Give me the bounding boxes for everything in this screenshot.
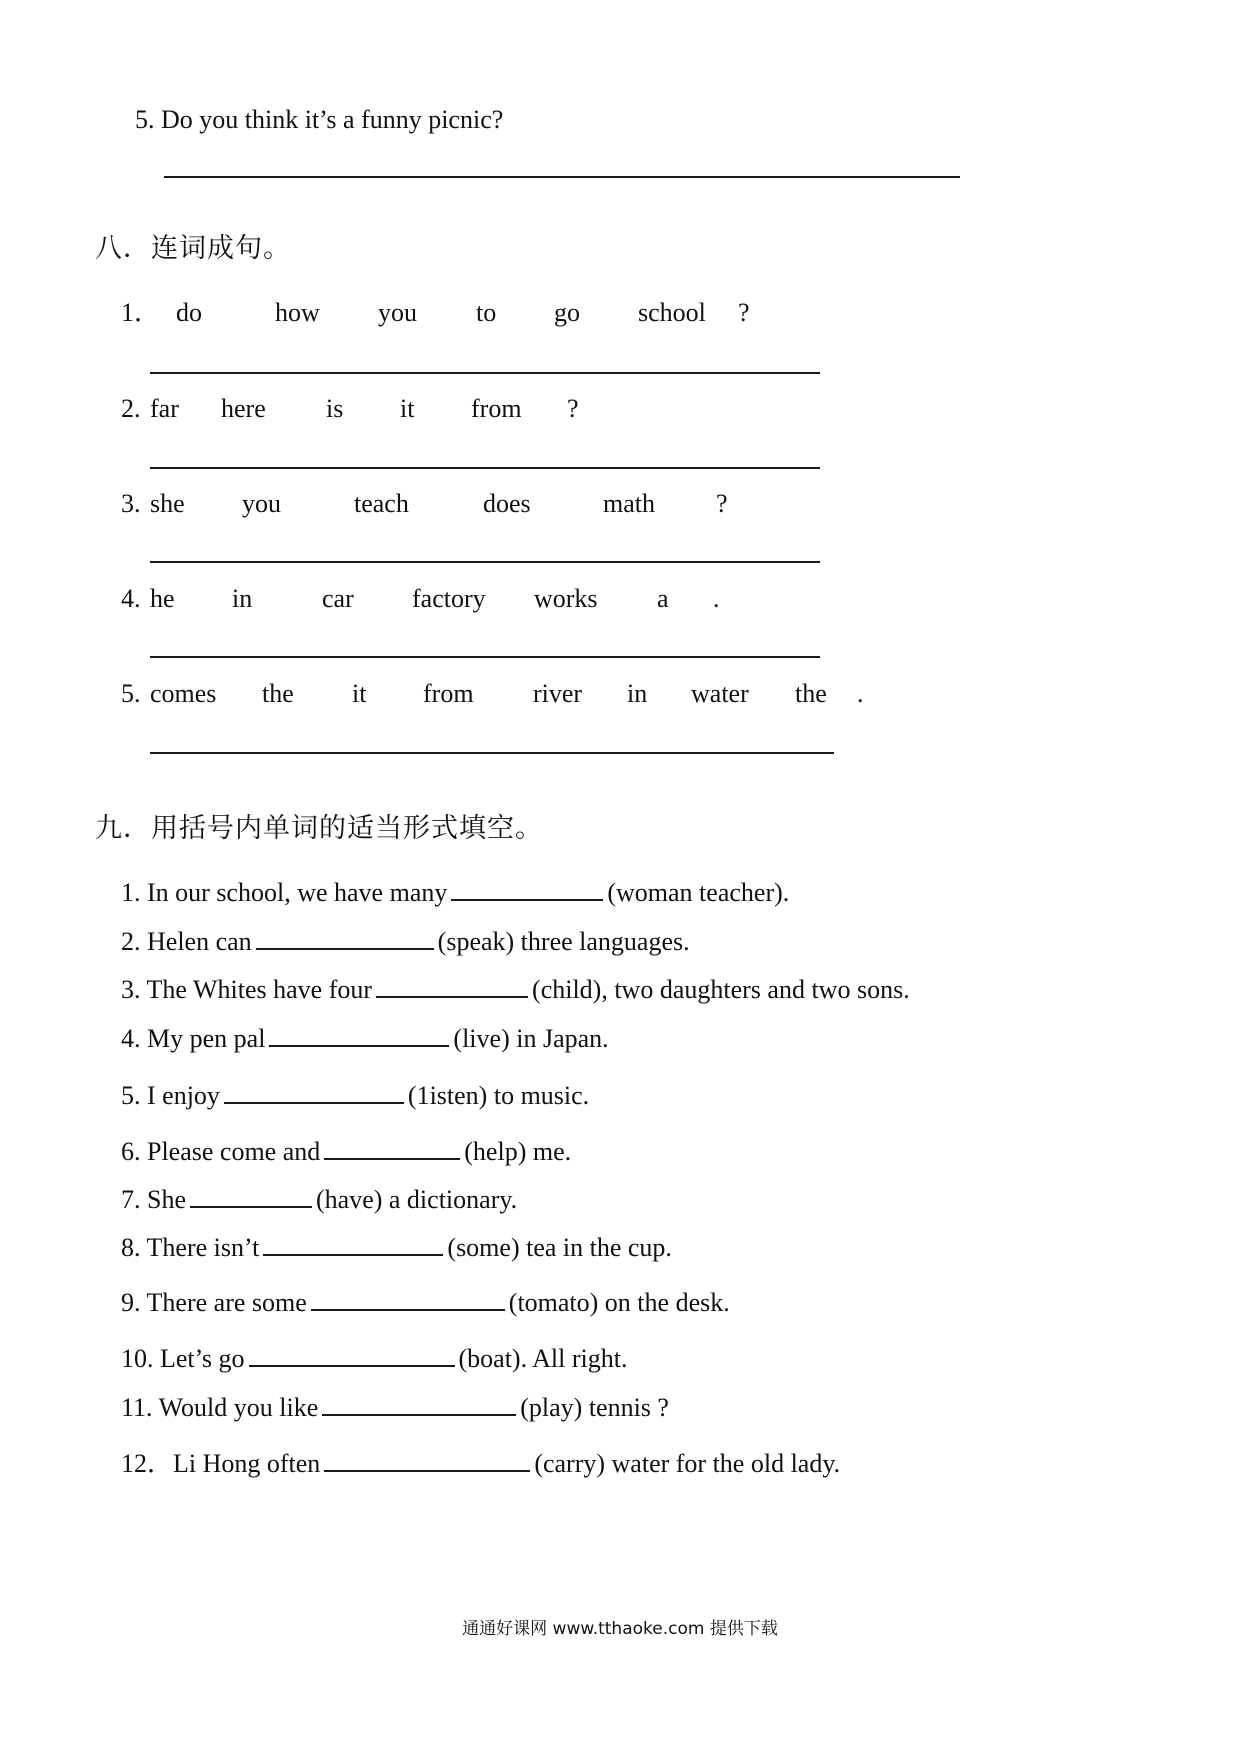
fill-blank-item: [121, 1078, 589, 1112]
item-number: 3.: [121, 489, 141, 518]
item-text-before: 6. Please come and: [121, 1137, 321, 1166]
answer-line: [150, 467, 820, 469]
scrambled-word: ?: [738, 298, 750, 327]
answer-blank: [190, 1182, 312, 1208]
item-text-after: (live) in Japan.: [453, 1024, 609, 1053]
fill-blank-item: [121, 1341, 627, 1375]
footer-text: 通通好课网 www.tthaoke.com 提供下载: [462, 1619, 778, 1639]
fill-blank-item: [121, 1182, 517, 1216]
scrambled-word: .: [713, 584, 720, 613]
scrambled-word: works: [534, 584, 598, 613]
item-text-before: 5. I enjoy: [121, 1081, 220, 1110]
scrambled-word: a: [657, 584, 669, 613]
item-text-before: 7. She: [121, 1185, 186, 1214]
fill-blank-item: [121, 972, 910, 1006]
scrambled-word: teach: [354, 489, 409, 518]
scrambled-word: it: [352, 679, 367, 708]
item-text-after: (have) a dictionary.: [316, 1185, 518, 1214]
item-number: 4.: [121, 584, 141, 613]
scrambled-word: factory: [412, 584, 486, 613]
answer-blank: [256, 924, 434, 950]
fill-blank-item: [121, 1230, 672, 1264]
item-number: 1．: [121, 298, 161, 327]
scrambled-word: from: [423, 679, 474, 708]
item-text-after: (play) tennis ?: [520, 1393, 669, 1422]
answer-line: [150, 561, 820, 563]
item-text-before: 3. The Whites have four: [121, 975, 373, 1004]
answer-blank: [324, 1134, 460, 1160]
scrambled-word: math: [603, 489, 655, 518]
answer-blank: [376, 972, 528, 998]
fill-blank-item: [121, 1285, 730, 1319]
scrambled-word: .: [857, 679, 864, 708]
scrambled-word: the: [795, 679, 827, 708]
item-text-after: (some) tea in the cup.: [447, 1233, 672, 1262]
fill-blank-item: [121, 1134, 571, 1168]
scrambled-word: comes: [150, 679, 217, 708]
item-text-before: 1. In our school, we have many: [121, 878, 448, 907]
item-text-before: 12．Li Hong often: [121, 1449, 321, 1478]
answer-line: [150, 372, 820, 374]
item-text-after: (woman teacher).: [607, 878, 790, 907]
fill-blank-item: [121, 924, 690, 958]
answer-blank: [322, 1390, 516, 1416]
answer-blank: [451, 875, 603, 901]
scrambled-word: go: [554, 298, 580, 327]
scrambled-word: far: [150, 394, 179, 423]
scrambled-word: school: [638, 298, 706, 327]
scrambled-word: he: [150, 584, 175, 613]
answer-blank: [324, 1446, 530, 1472]
answer-blank: [263, 1230, 443, 1256]
fill-blank-item: [121, 1390, 669, 1424]
answer-blank: [249, 1341, 455, 1367]
section-8-title: 八．连词成句。: [95, 233, 291, 264]
item-text-after: (carry) water for the old lady.: [534, 1449, 841, 1478]
scrambled-word: ?: [567, 394, 579, 423]
item-text-after: (tomato) on the desk.: [508, 1288, 730, 1317]
item-text-before: 8. There isn’t: [121, 1233, 260, 1262]
answer-blank: [269, 1021, 449, 1047]
scrambled-word: does: [483, 489, 531, 518]
scrambled-word: water: [691, 679, 749, 708]
scrambled-word: ?: [716, 489, 728, 518]
scrambled-word: she: [150, 489, 185, 518]
scrambled-word: to: [476, 298, 497, 327]
scrambled-word: you: [242, 489, 281, 518]
item-number: 2.: [121, 394, 141, 423]
item-text-after: (boat). All right.: [458, 1344, 628, 1373]
scrambled-word: do: [176, 298, 202, 327]
item-text-before: 10. Let’s go: [121, 1344, 245, 1373]
item-text-after: (child), two daughters and two sons.: [532, 975, 910, 1004]
scrambled-word: in: [627, 679, 648, 708]
question-7-5-text: 5. Do you think it’s a funny picnic?: [135, 105, 504, 134]
item-text-before: 2. Helen can: [121, 927, 252, 956]
scrambled-word: from: [471, 394, 522, 423]
answer-blank: [224, 1078, 404, 1104]
fill-blank-item: [121, 1446, 840, 1480]
scrambled-word: the: [262, 679, 294, 708]
answer-line: [164, 176, 960, 178]
fill-blank-item: [121, 875, 789, 909]
scrambled-word: car: [322, 584, 354, 613]
item-text-after: (1isten) to music.: [407, 1081, 590, 1110]
answer-blank: [311, 1285, 505, 1311]
section-9-title: 九．用括号内单词的适当形式填空。: [95, 813, 543, 844]
scrambled-word: river: [533, 679, 583, 708]
answer-line: [150, 752, 834, 754]
item-text-after: (help) me.: [464, 1137, 572, 1166]
scrambled-word: here: [221, 394, 266, 423]
item-text-before: 11. Would you like: [121, 1393, 319, 1422]
item-number: 5.: [121, 679, 141, 708]
scrambled-word: how: [275, 298, 320, 327]
scrambled-word: in: [232, 584, 253, 613]
fill-blank-item: [121, 1021, 609, 1055]
answer-line: [150, 656, 820, 658]
item-text-before: 4. My pen pal: [121, 1024, 266, 1053]
scrambled-word: is: [326, 394, 344, 423]
scrambled-word: it: [400, 394, 415, 423]
item-text-after: (speak) three languages.: [437, 927, 690, 956]
scrambled-word: you: [378, 298, 417, 327]
item-text-before: 9. There are some: [121, 1288, 307, 1317]
